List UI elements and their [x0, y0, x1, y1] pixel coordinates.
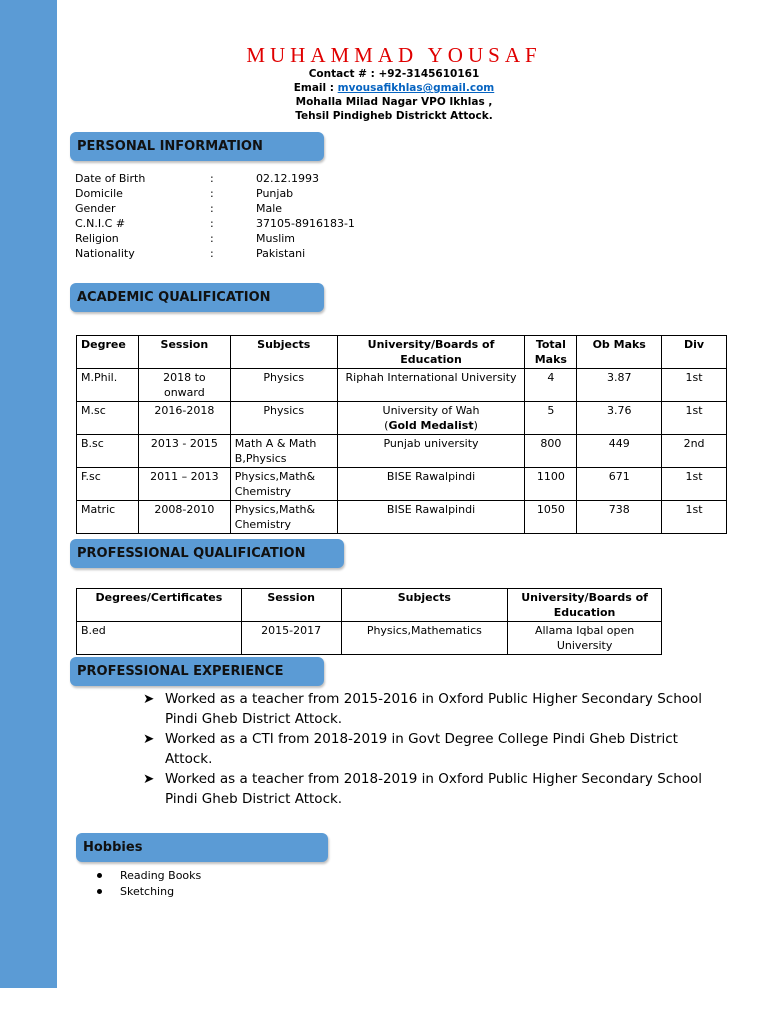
- cell-session: 2015-2017: [241, 622, 341, 655]
- personal-info-header: PERSONAL INFORMATION: [70, 132, 324, 161]
- experience-item: [143, 689, 723, 729]
- column-header: Total Maks: [525, 336, 577, 369]
- cell-division: 1st: [662, 501, 727, 534]
- email-label: Email :: [293, 82, 338, 94]
- cell-division: 1st: [662, 402, 727, 435]
- table-row: [77, 468, 727, 501]
- cell-university: BISE Rawalpindi: [337, 468, 525, 501]
- gold-medalist-note: Gold Medalist: [388, 419, 474, 432]
- address-line-2: Tehsil Pindigheb Districkt Attock.: [295, 110, 493, 122]
- info-value: Pakistani: [256, 247, 306, 260]
- experience-list: [143, 689, 723, 809]
- info-separator: :: [210, 217, 214, 230]
- cell-subjects: Physics,Mathematics: [341, 622, 508, 655]
- cell-total-marks: 1050: [525, 501, 577, 534]
- cell-total-marks: 800: [525, 435, 577, 468]
- info-label: Nationality: [75, 247, 135, 260]
- cell-session: 2016-2018: [138, 402, 230, 435]
- cell-division: 1st: [662, 468, 727, 501]
- hobby-text: Sketching: [120, 885, 175, 898]
- info-label: Date of Birth: [75, 172, 146, 185]
- info-value: Muslim: [256, 232, 296, 245]
- info-value: 02.12.1993: [256, 172, 319, 185]
- hobbies-header: Hobbies: [76, 833, 328, 862]
- info-separator: :: [210, 232, 214, 245]
- column-header: Degrees/Certificates: [77, 589, 242, 622]
- experience-item: [143, 769, 723, 809]
- cell-subjects: Physics,Math& Chemistry: [230, 468, 337, 501]
- column-header: Subjects: [230, 336, 337, 369]
- cell-degree: B.sc: [77, 435, 139, 468]
- info-label: Religion: [75, 232, 119, 245]
- column-header: University/Boards of Education: [508, 589, 662, 622]
- info-value: Male: [256, 202, 283, 215]
- info-label: Domicile: [75, 187, 123, 200]
- cell-university: BISE Rawalpindi: [337, 501, 525, 534]
- cell-session: 2013 - 2015: [138, 435, 230, 468]
- info-separator: :: [210, 172, 214, 185]
- contact-number: +92-3145610161: [378, 68, 480, 80]
- address-line-1: Mohalla Milad Nagar VPO Ikhlas ,: [295, 96, 493, 108]
- email-link[interactable]: mvousafikhlas@gmail.com: [337, 82, 495, 94]
- academic-qualification-header: ACADEMIC QUALIFICATION: [70, 283, 324, 312]
- professional-qualification-header: PROFESSIONAL QUALIFICATION: [70, 539, 344, 568]
- contact-label: Contact # :: [308, 68, 379, 80]
- academic-table: [76, 335, 727, 534]
- cell-subjects: Physics,Math& Chemistry: [230, 501, 337, 534]
- column-header: Ob Maks: [577, 336, 662, 369]
- cell-obtained-marks: 3.87: [577, 369, 662, 402]
- table-row: [77, 435, 727, 468]
- experience-item: [143, 729, 723, 769]
- table-row: [77, 501, 727, 534]
- cell-session: 2018 to onward: [138, 369, 230, 402]
- info-value: Punjab: [256, 187, 294, 200]
- contact-line: [0, 68, 768, 80]
- cell-university: Punjab university: [337, 435, 525, 468]
- cell-obtained-marks: 671: [577, 468, 662, 501]
- column-header: Session: [241, 589, 341, 622]
- cell-university: Riphah International University: [337, 369, 525, 402]
- cell-division: 1st: [662, 369, 727, 402]
- cell-total-marks: 4: [525, 369, 577, 402]
- cell-degree: Matric: [77, 501, 139, 534]
- cell-obtained-marks: 738: [577, 501, 662, 534]
- column-header: Subjects: [341, 589, 508, 622]
- bullet-icon: [97, 873, 102, 878]
- professional-experience-header: PROFESSIONAL EXPERIENCE: [70, 657, 324, 686]
- info-separator: :: [210, 202, 214, 215]
- cell-total-marks: 1100: [525, 468, 577, 501]
- info-label: Gender: [75, 202, 116, 215]
- table-header-row: [77, 589, 662, 622]
- hobby-text: Reading Books: [120, 869, 202, 882]
- experience-text: Worked as a teacher from 2015-2016 in Oxford Public Higher Secondary School Pindi Gheb District Attock.: [165, 691, 703, 727]
- arrow-bullet-icon: ➤: [143, 691, 155, 707]
- bullet-icon: [97, 889, 102, 894]
- column-header: Div: [662, 336, 727, 369]
- info-separator: :: [210, 187, 214, 200]
- column-header: Session: [138, 336, 230, 369]
- candidate-name: MUHAMMAD YOUSAF: [246, 43, 542, 67]
- info-label: C.N.I.C #: [75, 217, 126, 230]
- cell-university: University of Wah (Gold Medalist): [337, 402, 525, 435]
- arrow-bullet-icon: ➤: [143, 731, 155, 747]
- email-line: [0, 82, 768, 94]
- cell-session: 2008-2010: [138, 501, 230, 534]
- cell-degree: B.ed: [77, 622, 242, 655]
- university-name: University of Wah: [382, 404, 480, 417]
- column-header: Degree: [77, 336, 139, 369]
- left-accent-bar: [0, 0, 57, 988]
- table-row: [77, 369, 727, 402]
- cell-subjects: Physics: [230, 369, 337, 402]
- column-header: University/Boards of Education: [337, 336, 525, 369]
- table-row: [77, 622, 662, 655]
- cell-degree: M.sc: [77, 402, 139, 435]
- table-row: [77, 402, 727, 435]
- experience-text: Worked as a CTI from 2018-2019 in Govt Degree College Pindi Gheb District Attock.: [165, 731, 678, 767]
- cell-obtained-marks: 449: [577, 435, 662, 468]
- arrow-bullet-icon: ➤: [143, 771, 155, 787]
- cell-university: Allama Iqbal open University: [508, 622, 662, 655]
- experience-text: Worked as a teacher from 2018-2019 in Oxford Public Higher Secondary School Pindi Gheb District Attock.: [165, 771, 703, 807]
- table-header-row: [77, 336, 727, 369]
- cell-obtained-marks: 3.76: [577, 402, 662, 435]
- cell-degree: M.Phil.: [77, 369, 139, 402]
- cell-session: 2011 – 2013: [138, 468, 230, 501]
- cell-degree: F.sc: [77, 468, 139, 501]
- info-separator: :: [210, 247, 214, 260]
- cell-subjects: Physics: [230, 402, 337, 435]
- cell-division: 2nd: [662, 435, 727, 468]
- info-value: 37105-8916183-1: [256, 217, 355, 230]
- professional-table: [76, 588, 662, 655]
- cell-subjects: Math A & Math B,Physics: [230, 435, 337, 468]
- cell-total-marks: 5: [525, 402, 577, 435]
